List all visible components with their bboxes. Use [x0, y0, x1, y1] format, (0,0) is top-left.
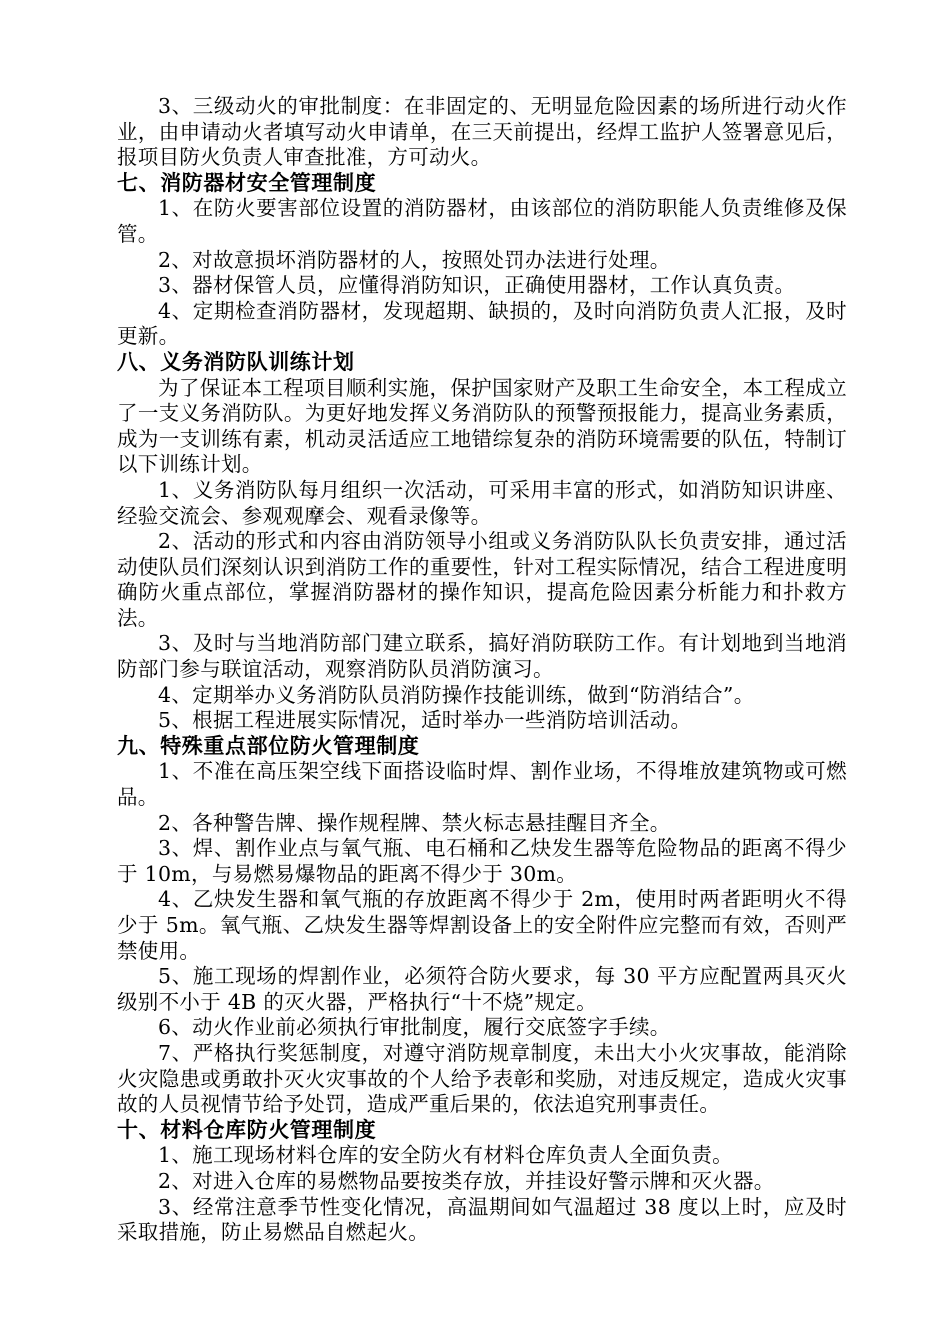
paragraph: 1、施工现场材料仓库的安全防火有材料仓库负责人全面负责。: [158, 1143, 733, 1168]
paragraph: 2、各种警告牌、操作规程牌、禁火标志悬挂醒目齐全。: [158, 810, 671, 835]
section-heading-volunteer-fire-team: 八、义务消防队训练计划: [117, 349, 355, 374]
paragraph: 1、在防火要害部位设置的消防器材，由该部位的消防职能人负责维修及保管。: [117, 196, 847, 246]
document-page: [117, 94, 847, 1246]
section-heading-key-areas-fire-prevention: 九、特殊重点部位防火管理制度: [117, 733, 420, 758]
paragraph: 7、严格执行奖惩制度，对遵守消防规章制度，未出大小火灾事故，能消除火灾隐患或勇敢扑灭火灾事故的个人给予表彰和奖励，对违反规定，造成火灾事故的人员视情节给予处罚，造成严重后果的，依法追究刑事责任。: [117, 1040, 847, 1117]
paragraph: 3、焊、割作业点与氧气瓶、电石桶和乙炔发生器等危险物品的距离不得少于 10m，与易燃易爆物品的距离不得少于 30m。: [117, 836, 847, 886]
paragraph: 2、对进入仓库的易燃物品要按类存放，并挂设好警示牌和灭火器。: [158, 1168, 775, 1193]
paragraph: 1、不准在高压架空线下面搭设临时焊、割作业场，不得堆放建筑物或可燃品。: [117, 759, 847, 810]
section-heading-warehouse-fire-prevention: 十、材料仓库防火管理制度: [117, 1117, 377, 1142]
paragraph: 为了保证本工程项目顺利实施，保护国家财产及职工生命安全，本工程成立了一支义务消防队。为更好地发挥义务消防队的预警预报能力，提高业务素质，成为一支训练有素，机动灵活适应工地错综复杂的消防环境需要的队伍，特制订以下训练计划。: [117, 375, 847, 477]
paragraph: 5、根据工程进展实际情况，适时举办一些消防培训活动。: [158, 708, 692, 733]
paragraph: 3、及时与当地消防部门建立联系，搞好消防联防工作。有计划地到当地消防部门参与联谊活动，观察消防队员消防演习。: [117, 631, 847, 682]
paragraph: 4、定期举办义务消防队员消防操作技能训练，做到“防消结合”。: [158, 682, 755, 707]
paragraph: 3、三级动火的审批制度：在非固定的、无明显危险因素的场所进行动火作业，由申请动火者填写动火申请单，在三天前提出，经焊工监护人签署意见后，报项目防火负责人审查批准，方可动火。: [117, 94, 847, 170]
paragraph: 1、义务消防队每月组织一次活动，可采用丰富的形式，如消防知识讲座、经验交流会、参观观摩会、观看录像等。: [117, 477, 847, 528]
paragraph: 4、定期检查消防器材，发现超期、缺损的，及时向消防负责人汇报，及时更新。: [117, 298, 847, 349]
paragraph: 5、施工现场的焊割作业，必须符合防火要求，每 30 平方应配置两具灭火级别不小于 4B 的灭火器，严格执行“十不烧”规定。: [117, 964, 847, 1014]
paragraph: 3、经常注意季节性变化情况，高温期间如气温超过 38 度以上时，应及时采取措施，防止易燃品自燃起火。: [117, 1194, 847, 1245]
paragraph: 6、动火作业前必须执行审批制度，履行交底签字手续。: [158, 1015, 671, 1040]
paragraph: 3、器材保管人员，应懂得消防知识，正确使用器材，工作认真负责。: [158, 273, 796, 298]
section-heading-fire-equipment: 七、消防器材安全管理制度: [117, 170, 377, 195]
paragraph: 4、乙炔发生器和氧气瓶的存放距离不得少于 2m，使用时两者距明火不得少于 5m。氧气瓶、乙炔发生器等焊割设备上的安全附件应完整而有效，否则严禁使用。: [117, 887, 847, 963]
paragraph: 2、活动的形式和内容由消防领导小组或义务消防队队长负责安排，通过活动使队员们深刻认识到消防工作的重要性，针对工程实际情况，结合工程进度明确防火重点部位，掌握消防器材的操作知识，提高危险因素分析能力和扑救方法。: [117, 529, 847, 630]
paragraph: 2、对故意损坏消防器材的人，按照处罚办法进行处理。: [158, 247, 671, 272]
